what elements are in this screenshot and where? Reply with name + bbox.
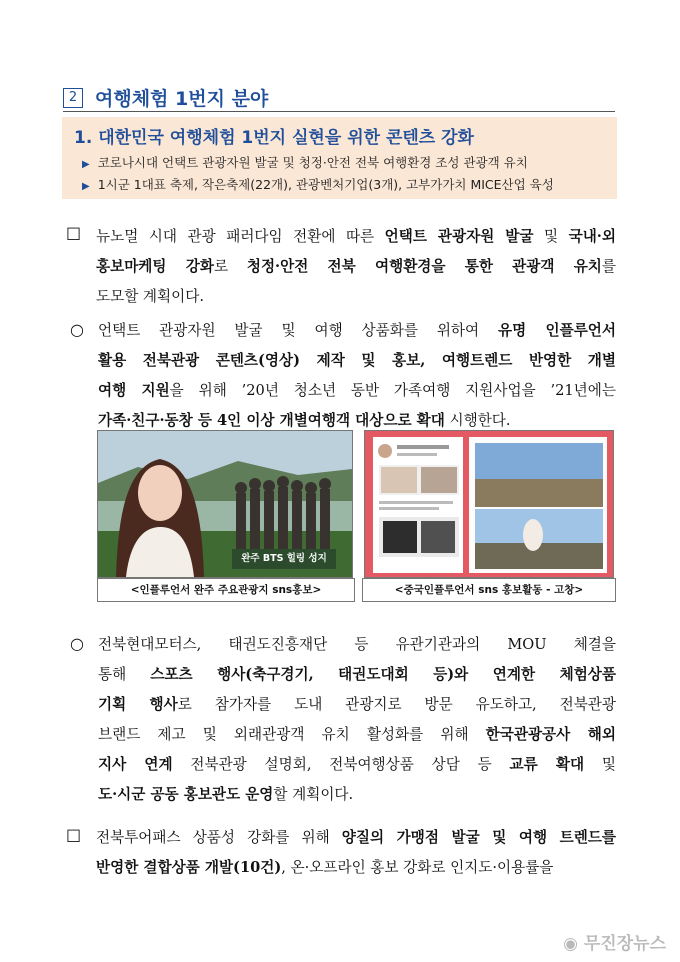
influencer-wanju-photo bbox=[97, 430, 353, 578]
text-line bbox=[96, 853, 616, 883]
text-run: 로 bbox=[213, 258, 247, 275]
square-bullet-icon: □ bbox=[66, 223, 82, 242]
paragraph-3 bbox=[98, 630, 616, 810]
text-run: , 온·오프라인 홍보 강화로 인지도·이용률을 bbox=[281, 859, 554, 876]
bold-text-run: 반영한 결합상품 개발(10건) bbox=[96, 859, 282, 876]
text-run: 전북현대모터스, 태권도진흥재단 등 유관기관과의 MOU 체결을 bbox=[98, 636, 616, 653]
left-photo-caption: <인플루언서 완주 주요관광지 sns홍보> bbox=[97, 578, 355, 602]
text-line bbox=[96, 282, 616, 312]
triangle-bullet-icon: ▶ bbox=[82, 159, 90, 170]
banner-bullet: ▶ 코로나시대 언택트 관광자원 발굴 및 청정·안전 전북 여행환경 조성 관광객 유치 bbox=[82, 155, 528, 170]
text-run: 전북관광 설명회, 전북여행상품 상담 등 bbox=[172, 756, 510, 773]
circle-bullet-icon: ○ bbox=[70, 634, 84, 653]
bts-sign-text: 완주 BTS 힐링 성지 bbox=[241, 553, 327, 564]
section-heading bbox=[63, 84, 268, 111]
circle-bullet-icon: ○ bbox=[70, 320, 84, 339]
text-run: 시행한다. bbox=[444, 412, 511, 429]
right-photo-caption: <중국인플루언서 sns 홍보활동 - 고창> bbox=[362, 578, 616, 602]
bold-text-run: 국내·외 bbox=[568, 228, 616, 245]
heading-underline bbox=[63, 111, 615, 112]
text-line bbox=[96, 252, 616, 282]
bold-text-run: 한국관광공사 해외 bbox=[485, 726, 616, 743]
bold-text-run: 스포츠 행사(축구경기, 태권도대회 등)와 연계한 체험상품 bbox=[150, 666, 616, 683]
bold-text-run: 유명 인플루언서 bbox=[498, 322, 616, 339]
bold-text-run: 청정·안전 전북 여행환경을 통한 관광객 유치 bbox=[246, 258, 602, 275]
bold-text-run: 홍보마케팅 강화 bbox=[96, 258, 214, 275]
text-line bbox=[98, 690, 616, 720]
summary-banner bbox=[62, 117, 617, 199]
text-run: 를 bbox=[601, 258, 616, 275]
text-line bbox=[98, 780, 616, 810]
text-run: 할 계획이다. bbox=[273, 786, 354, 803]
text-line bbox=[98, 376, 616, 406]
paragraph-2 bbox=[98, 316, 616, 436]
banner-bullet: ▶ 1시군 1대표 축제, 작은축제(22개), 관광벤처기업(3개), 고부가가치 MICE산업 육성 bbox=[82, 177, 554, 192]
text-line bbox=[98, 630, 616, 660]
text-run: 언택트 관광자원 발굴 및 여행 상품화를 위하여 bbox=[98, 322, 498, 339]
bold-text-run: 교류 확대 bbox=[509, 756, 585, 773]
bold-text-run: 도·시군 공동 홍보관도 운영 bbox=[98, 786, 274, 803]
bold-text-run: 가족·친구·동창 등 4인 이상 개별여행객 대상으로 확대 bbox=[98, 412, 445, 429]
text-line bbox=[98, 316, 616, 346]
square-bullet-icon: □ bbox=[66, 825, 82, 844]
text-line bbox=[96, 222, 616, 252]
text-line bbox=[98, 720, 616, 750]
text-run: 브랜드 제고 및 외래관광객 유치 활성화를 위해 bbox=[98, 726, 486, 743]
bold-text-run: 지사 연계 bbox=[98, 756, 173, 773]
section-number-box: 2 bbox=[63, 88, 83, 108]
bold-text-run: 여행 지원 bbox=[98, 382, 170, 399]
bold-text-run: 양질의 가맹점 발굴 및 여행 트렌드를 bbox=[341, 829, 616, 846]
text-run: 도모할 계획이다. bbox=[96, 288, 204, 305]
section-heading-text: 여행체험 1번지 분야 bbox=[95, 88, 269, 110]
news-watermark: ◉ 무진장뉴스 bbox=[563, 934, 666, 954]
triangle-bullet-icon: ▶ bbox=[82, 181, 90, 192]
text-line bbox=[98, 660, 616, 690]
paragraph-4 bbox=[96, 823, 616, 883]
text-run: 전북투어패스 상품성 강화를 위해 bbox=[96, 829, 342, 846]
bold-text-run: 기획 행사 bbox=[98, 696, 178, 713]
text-run: 및 bbox=[533, 228, 569, 245]
bold-text-run: 활용 전북관광 콘텐츠(영상) 제작 및 홍보, 여행트렌드 반영한 개별 bbox=[98, 352, 616, 369]
text-line bbox=[98, 750, 616, 780]
text-run: 뉴노멀 시대 관광 패러다임 전환에 따른 bbox=[96, 228, 385, 245]
text-run: 통해 bbox=[98, 666, 151, 683]
influencer-gochang-photo bbox=[364, 430, 614, 578]
text-run: 로 참가자를 도내 관광지로 방문 유도하고, 전북관광 bbox=[177, 696, 616, 713]
text-run: 을 위해 ’20년 청소년 동반 가족여행 지원사업을 ’21년에는 bbox=[169, 382, 616, 399]
text-line bbox=[96, 823, 616, 853]
banner-title: 1. 대한민국 여행체험 1번지 실현을 위한 콘텐츠 강화 bbox=[74, 128, 474, 148]
watermark-logo-icon: ◉ bbox=[563, 934, 584, 954]
bold-text-run: 언택트 관광자원 발굴 bbox=[384, 228, 534, 245]
text-run: 및 bbox=[584, 756, 616, 773]
text-line bbox=[98, 346, 616, 376]
paragraph-1 bbox=[96, 222, 616, 312]
